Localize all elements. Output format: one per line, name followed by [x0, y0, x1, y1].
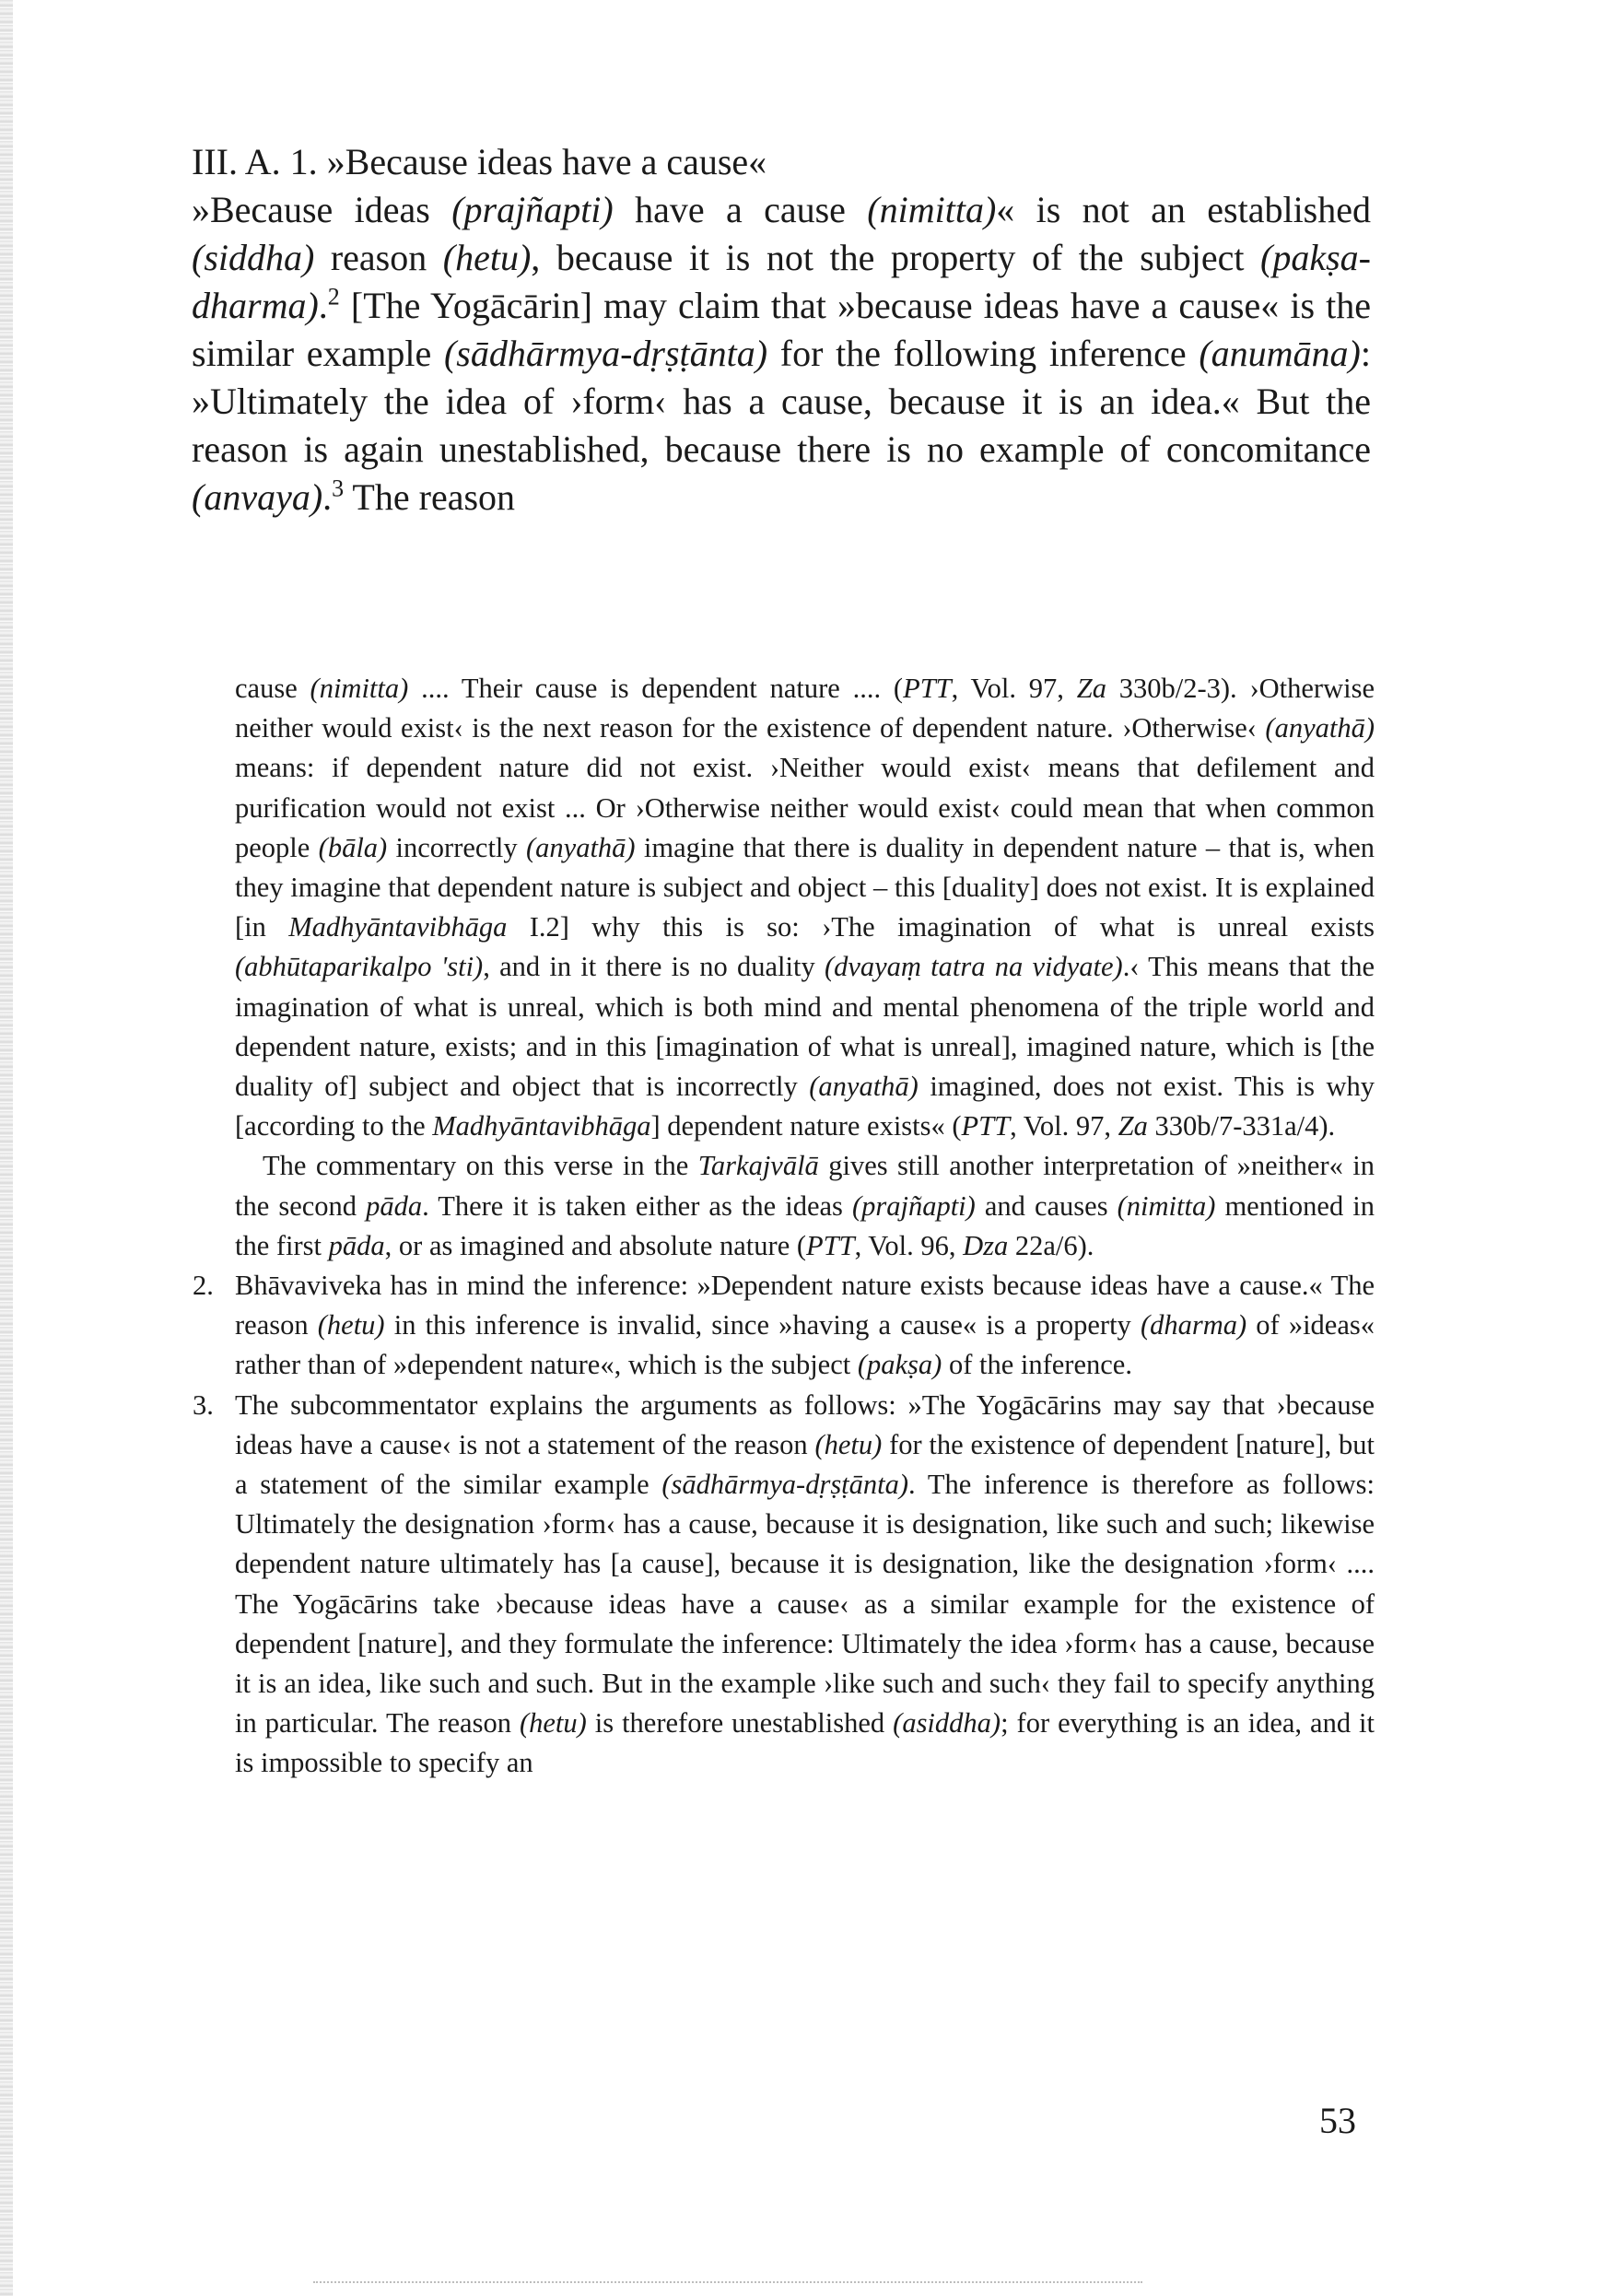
citation-abbrev: Za [1076, 673, 1106, 704]
sanskrit-term: (dvayaṃ tatra na vidyate) [824, 951, 1123, 983]
text-run: 22a/6). [1008, 1229, 1094, 1261]
sanskrit-term: (sādhārmya-dṛṣṭānta) [661, 1469, 909, 1501]
text-run: , Vol. 96, [854, 1229, 964, 1261]
sanskrit-term: (pakṣa-dharma) [192, 237, 1371, 326]
footnote-3 [193, 1386, 1375, 1784]
sanskrit-term: (asiddha) [893, 1707, 1001, 1740]
footnote-number: 3. [193, 1388, 214, 1421]
text-run: , Vol. 97, [1010, 1110, 1118, 1142]
citation-abbrev: Dza [963, 1229, 1009, 1261]
text-run: imagine that there is duality in dependent nature – that is, when they imagine that dependent nature is subject and object – this [duality] does not exist. It is explained [in [235, 831, 1375, 943]
text-run: I.2] why this is so: ›The imagination of what is unreal exists [507, 911, 1375, 943]
sanskrit-term: (dharma) [1140, 1309, 1247, 1341]
sanskrit-term: (anumāna) [1199, 333, 1361, 374]
sanskrit-term: (siddha) [192, 237, 315, 278]
text-run: . [322, 476, 333, 518]
scan-artifact [313, 2281, 1142, 2289]
text-run: , Vol. 97, [951, 673, 1077, 704]
page-number: 53 [1319, 2100, 1356, 2141]
text-run: incorrectly [387, 831, 526, 863]
text-run: . There it is taken either as the ideas [422, 1189, 852, 1222]
sanskrit-term: (bāla) [318, 831, 388, 863]
text-run: of the inference. [942, 1349, 1132, 1381]
footnote-text [235, 1386, 1375, 1784]
text-run: 330b/7-331a/4). [1147, 1110, 1336, 1142]
text-run: reason [314, 237, 443, 278]
text-run: The commentary on this verse in the [263, 1150, 698, 1182]
text-run: The subcommentator explains the arguments as follows: »The Yogācārins may say that ›because ideas have a cause‹ is not a statement of the reason [235, 1388, 1375, 1460]
text-run: cause [235, 673, 310, 704]
work-title: Tarkajvālā [697, 1150, 819, 1182]
citation-abbrev: PTT [806, 1229, 855, 1261]
scan-page-edge [0, 0, 13, 2296]
text-run: gives still another interpretation of »neither« in the second [235, 1150, 1375, 1222]
text-run: »Because ideas [192, 189, 452, 230]
sanskrit-term: (hetu) [519, 1707, 587, 1740]
footnote-text [235, 1266, 1375, 1386]
sanskrit-term: (pakṣa) [857, 1349, 942, 1381]
footnote-marker: 3 [332, 474, 345, 502]
sanskrit-term: (prajñapti) [451, 189, 614, 230]
section-heading: III. A. 1. »Because ideas have a cause« [192, 141, 767, 182]
text-run: , or as imagined and absolute nature ( [384, 1229, 807, 1261]
sanskrit-term: (hetu) [442, 237, 532, 278]
text-run: imagined, does not exist. This is why [according to the [235, 1071, 1375, 1142]
text-run: mentioned in the first [235, 1189, 1375, 1261]
main-text [192, 138, 1371, 521]
text-run: for the following inference [767, 333, 1200, 374]
sanskrit-term: (anyathā) [809, 1071, 919, 1103]
footnote-continuation [235, 669, 1375, 1146]
sanskrit-term: (anyathā) [526, 831, 636, 863]
sanskrit-term: (anyathā) [1265, 712, 1375, 744]
text-run: .... Their cause is dependent nature .... ( [408, 673, 904, 704]
text-run: of »ideas« rather than of »dependent nature«, which is the subject [235, 1309, 1375, 1381]
text-run: , because it is not the property of the subject [531, 237, 1261, 278]
citation-abbrev: PTT [903, 673, 952, 704]
sanskrit-term: pāda [366, 1189, 423, 1222]
text-run: for the existence of dependent [nature], but a statement of the similar example [235, 1428, 1375, 1501]
footnotes [193, 669, 1375, 1784]
footnote-2 [193, 1266, 1375, 1386]
citation-abbrev: Za [1118, 1110, 1148, 1142]
text-run: and causes [975, 1189, 1118, 1222]
sanskrit-term: (prajñapti) [851, 1189, 976, 1222]
text-run: [The Yogācārin] may claim that »because ideas have a cause« is the similar example [192, 285, 1371, 374]
text-run: , and in it there is no duality [483, 951, 825, 983]
citation-abbrev: PTT [961, 1110, 1011, 1142]
text-run: : »Ultimately the idea of ›form‹ has a cause, because it is an idea.« But the reason is again unestablished, because there is no example of concomitance [192, 333, 1371, 470]
text-run: .‹ This means that the imagination of what is unreal, which is both mind and mental phenomena of the triple world and dependent nature, exists; and in this [imagination of what is unreal], imagined nature, which is [the duality of] subject and object that is incorrectly [235, 951, 1375, 1103]
sanskrit-term: (hetu) [814, 1428, 883, 1460]
text-run: . [318, 285, 328, 326]
footnote-number: 2. [193, 1270, 214, 1302]
text-run: means: if dependent nature did not exist. ›Neither would exist‹ means that defilement and purification would not exist ... Or ›Otherwise neither would exist‹ could mean that when common people [235, 752, 1375, 863]
text-run: 330b/2-3). ›Otherwise neither would exist‹ is the next reason for the existence of dependent nature. ›Otherwise‹ [235, 673, 1375, 744]
sanskrit-term: (anvaya) [192, 476, 323, 518]
sanskrit-term: (nimitta) [867, 189, 997, 230]
text-run: The reason [344, 476, 516, 518]
sanskrit-term: (hetu) [317, 1309, 385, 1341]
sanskrit-term: (abhūtaparikalpo 'sti) [235, 951, 484, 983]
text-run: ] dependent nature exists« ( [650, 1110, 962, 1142]
sanskrit-term: (sādhārmya-dṛṣṭānta) [443, 333, 768, 374]
footnote-paragraph [235, 1146, 1375, 1266]
text-run: in this inference is invalid, since »having a cause« is a property [384, 1309, 1141, 1341]
text-run: Bhāvaviveka has in mind the inference: »Dependent nature exists because ideas have a cause.« The reason [235, 1270, 1375, 1341]
text-run: ; for everything is an idea, and it is impossible to specify an [235, 1707, 1375, 1779]
sanskrit-term: pāda [328, 1229, 385, 1261]
text-run: is therefore unestablished [586, 1707, 894, 1740]
sanskrit-term: (nimitta) [1117, 1189, 1216, 1222]
sanskrit-term: (nimitta) [310, 673, 409, 704]
work-title: Madhyāntavibhāga [288, 911, 508, 943]
footnote-marker: 2 [327, 283, 340, 310]
text-run: have a cause [613, 189, 868, 230]
text-run: . The inference is therefore as follows: Ultimately the designation ›form‹ has a cause, because it is designation, like such and such; likewise dependent nature ultimately has [a cause], because it is designation, like the designation ›form‹ .... The Yogācārins take ›because ideas have a cause‹ as a similar example for the existence of dependent [nature], and they formulate the inference: Ultimately the idea ›form‹ has a cause, because it is an idea, like such and such. But in the example ›like such and such‹ they fail to specify anything in particular. The reason [235, 1469, 1375, 1740]
main-paragraph [192, 186, 1371, 521]
text-run: « is not an established [996, 189, 1372, 230]
work-title: Madhyāntavibhāga [432, 1110, 651, 1142]
